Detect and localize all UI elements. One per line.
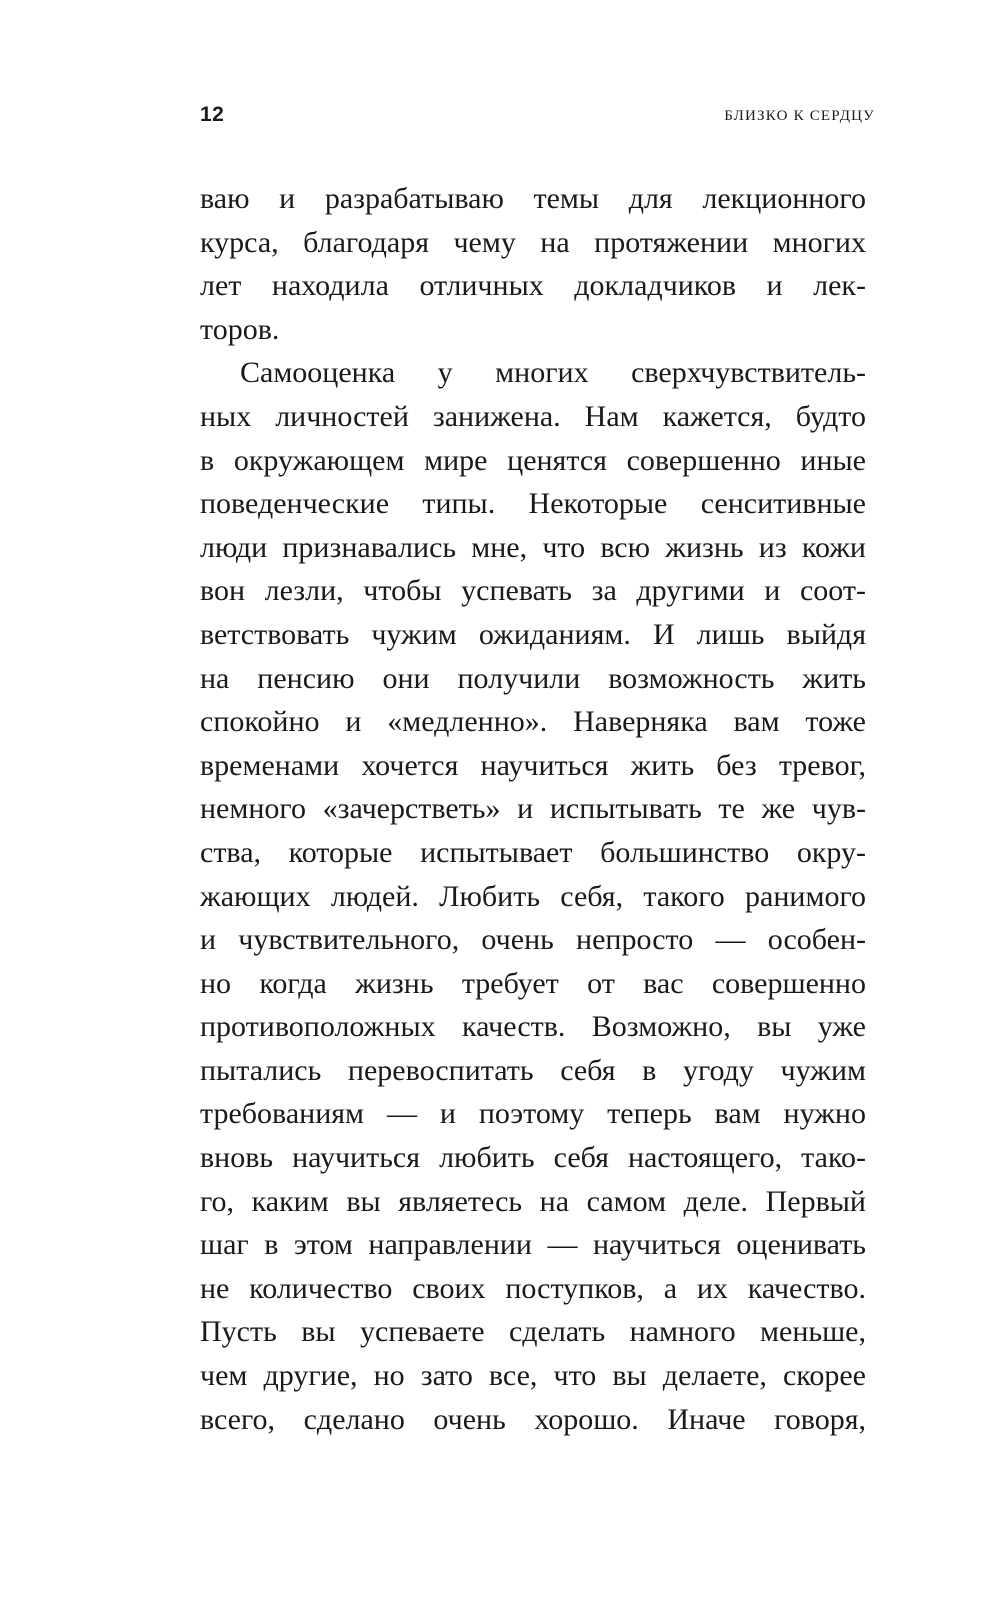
text-line: Пусть вы успеваете сделать намного меньше, [200,1315,866,1349]
text-line: вон лезли, чтобы успевать за другими и соот- [200,574,866,608]
text-line: курса, благодаря чему на протяжении многих [200,225,866,259]
text-line: не количество своих поступков, а их качество. [200,1271,866,1305]
page-number: 12 [200,103,225,126]
text-line: торов. [200,312,280,346]
text-line: ваю и разрабатываю темы для лекционного [200,182,866,215]
text-line: спокойно и «медленно». Наверняка вам тоже [200,705,866,739]
running-header-title: БЛИЗКО К СЕРДЦУ [724,108,875,124]
text-line: немного «зачерстветь» и испытывать те же чув- [200,792,866,826]
text-line: ных личностей занижена. Нам кажется, будто [200,399,866,433]
text-line: Самооценка у многих сверхчувствитель- [240,356,866,390]
text-line: вновь научиться любить себя настоящего, тако- [200,1141,866,1175]
text-line: всего, сделано очень хорошо. Иначе говоря, [200,1402,866,1436]
text-line: но когда жизнь требует от вас совершенно [200,966,866,1000]
text-line: лет находила отличных докладчиков и лек- [200,269,866,303]
text-line: на пенсию они получили возможность жить [200,661,866,695]
text-line: ветствовать чужим ожиданиям. И лишь выйдя [200,617,866,651]
text-line: противоположных качеств. Возможно, вы уже [200,1010,866,1044]
text-line: люди признавались мне, что всю жизнь из кожи [200,530,866,564]
body-text [200,177,866,1441]
text-line: в окружающем мире ценятся совершенно иные [200,443,866,477]
text-line: и чувствительного, очень непросто — особен- [200,923,866,957]
text-line: временами хочется научиться жить без тревог, [200,748,866,782]
text-line: чем другие, но зато все, что вы делаете, скорее [200,1359,866,1393]
text-line: шаг в этом направлении — научиться оценивать [200,1228,866,1262]
text-line: требованиям — и поэтому теперь вам нужно [200,1097,866,1131]
text-line: го, каким вы являетесь на самом деле. Первый [200,1184,866,1218]
text-line: поведенческие типы. Некоторые сенситивные [200,487,866,521]
text-line: жающих людей. Любить себя, такого ранимого [200,879,866,913]
text-line: ства, которые испытывает большинство окру- [200,835,866,869]
text-line: пытались перевоспитать себя в угоду чужим [200,1053,866,1087]
